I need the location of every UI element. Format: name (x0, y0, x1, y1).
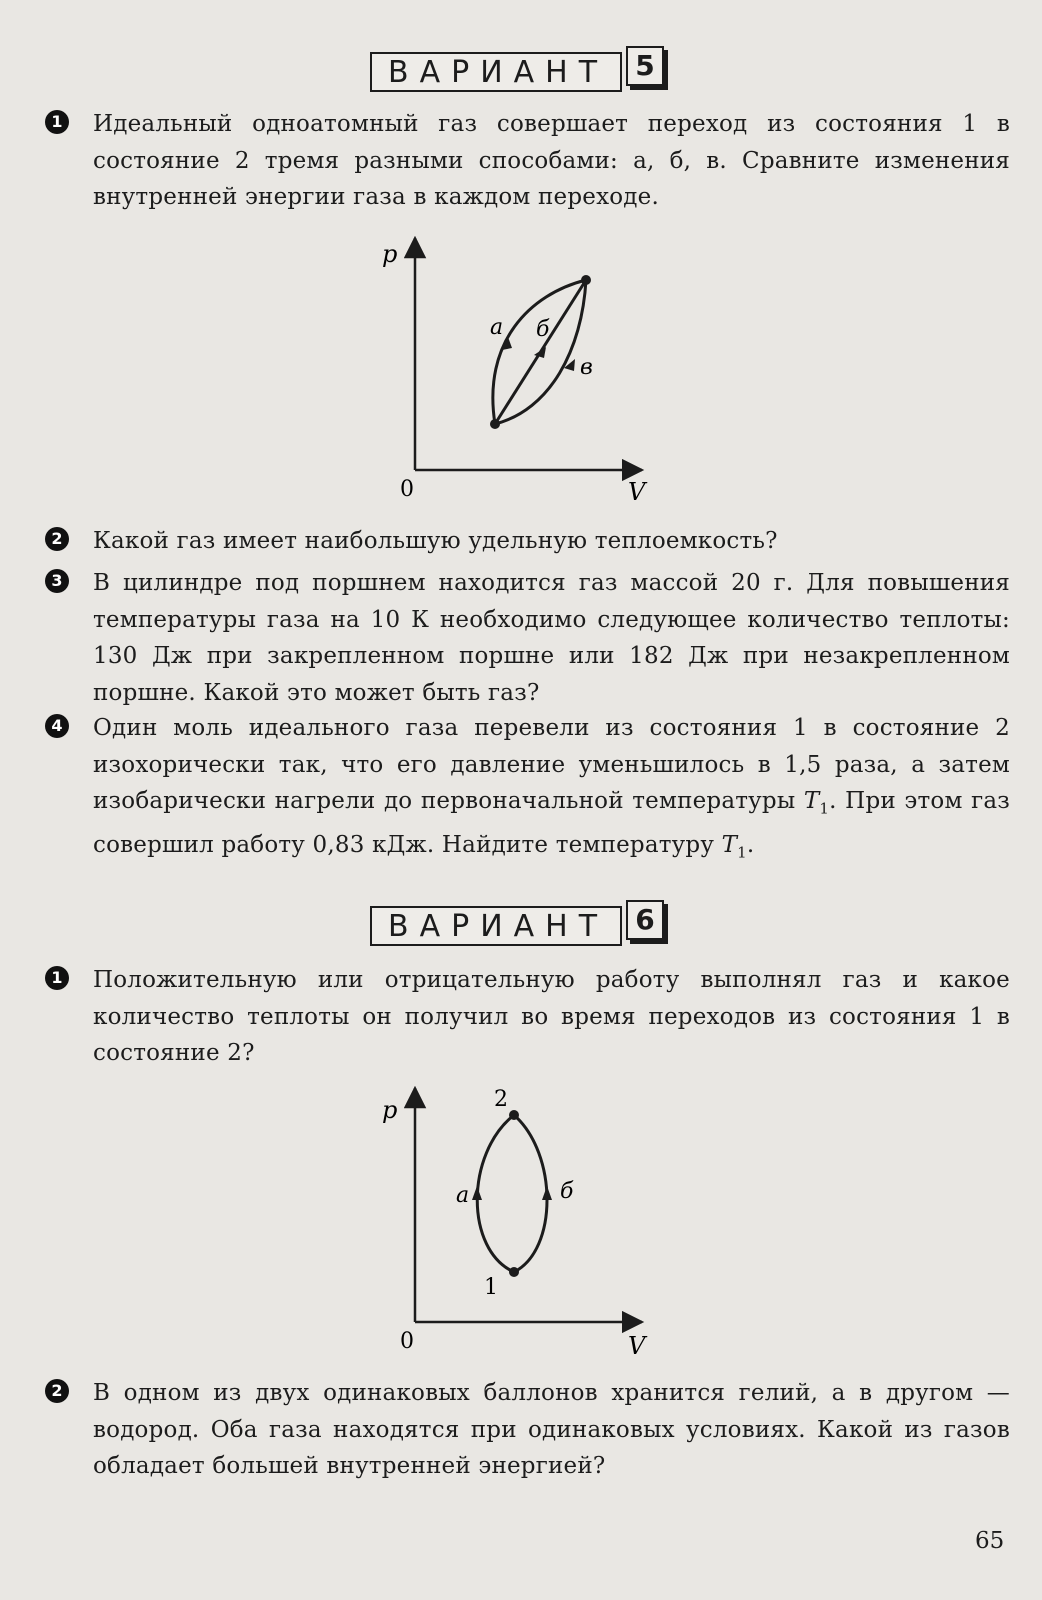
v6-pv-diagram (370, 1082, 660, 1376)
curve-a (477, 1115, 514, 1272)
v-axis-label: V (628, 1332, 646, 1360)
v5-task-2 (45, 523, 1010, 560)
state-2-label: 2 (494, 1087, 508, 1112)
state-2-point (581, 275, 591, 285)
origin-label: 0 (400, 477, 414, 502)
curve-b-label: б (536, 317, 550, 342)
task-number-badge: 2 (45, 1379, 69, 1403)
v5-task-1 (45, 106, 1010, 216)
curve-c-label: в (580, 355, 593, 380)
page-number: 65 (975, 1528, 1005, 1554)
state-1-point (509, 1267, 519, 1277)
origin-label: 0 (400, 1329, 414, 1354)
task-text: Какой газ имеет наибольшую удельную теплоемкость? (93, 528, 778, 554)
state-2-point (509, 1110, 519, 1120)
variant-6-title: ВАРИАНТ (370, 906, 622, 946)
v5-task-4 (45, 710, 1010, 871)
arrow-b (534, 347, 546, 358)
task-text: В цилиндре под поршнем находится газ массой 20 г. Для повышения температуры газа на 10 К необходимо следующее количество теплоты: 130 Дж при закрепленном поршне или 182 Дж при незакрепленном поршне. Какой это может быть газ? (93, 570, 1010, 706)
variant-5-header (370, 49, 664, 92)
variant-5-title: ВАРИАНТ (370, 52, 622, 92)
curve-a-label: а (490, 315, 504, 340)
variant-6-number: 6 (626, 900, 664, 940)
v-axis-label: V (628, 478, 646, 506)
variant-5-number: 5 (626, 46, 664, 86)
v5-pv-diagram (370, 232, 660, 516)
curve-b (514, 1115, 547, 1272)
arrow-a (472, 1186, 482, 1200)
p-axis-label: p (382, 240, 398, 268)
task-number-badge: 1 (45, 966, 69, 990)
v5-task-3 (45, 565, 1010, 711)
task-number-badge: 3 (45, 569, 69, 593)
v6-task-2 (45, 1375, 1010, 1485)
variant-6-header (370, 903, 664, 946)
state-1-point (490, 419, 500, 429)
state-1-label: 1 (484, 1275, 498, 1300)
curve-a-label: а (456, 1183, 470, 1208)
task-number-badge: 1 (45, 110, 69, 134)
p-axis-label: p (382, 1096, 398, 1124)
v6-task-1 (45, 962, 1010, 1072)
arrow-b (542, 1186, 552, 1200)
task-number-badge: 2 (45, 527, 69, 551)
task-number-badge: 4 (45, 714, 69, 738)
task-text: Положительную или отрицательную работу выполнял газ и какое количество теплоты он получил во время переходов из состояния 1 в состояние 2? (93, 967, 1010, 1066)
task-text: Идеальный одноатомный газ совершает переход из состояния 1 в состояние 2 тремя разными способами: а, б, в. Сравните изменения внутренней энергии газа в каждом переходе. (93, 111, 1010, 210)
task-text: В одном из двух одинаковых баллонов хранится гелий, а в другом — водород. Оба газа находятся при одинаковых условиях. Какой из газов обладает большей внутренней энергией? (93, 1380, 1010, 1479)
task-text: Один моль идеального газа перевели из состояния 1 в состояние 2 изохорически так, что его давление уменьшилось в 1,5 раза, а затем изобарически нагрели до первоначальной температуры $T_1$. При этом газ совершил работу 0,83 кДж. Найдите температуру $T_1$. (93, 715, 1010, 862)
curve-b-label: б (560, 1179, 574, 1204)
